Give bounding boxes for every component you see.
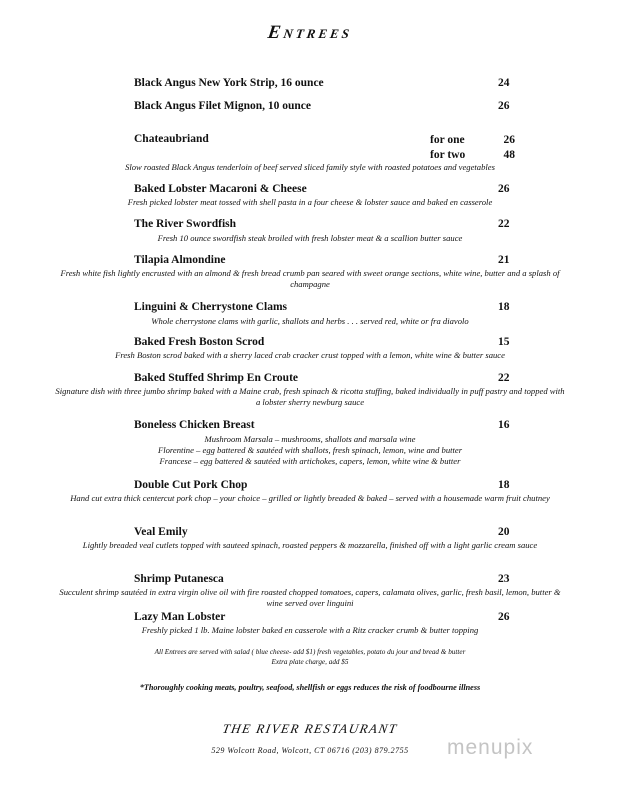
size-price: 48 xyxy=(503,149,515,161)
item-description: Fresh Boston scrod baked with a sherry laced crab cracker crust topped with a lemon, white wine & butter sauce xyxy=(115,350,505,360)
watermark: menupix xyxy=(447,736,534,759)
item-price: 18 xyxy=(498,479,510,491)
food-safety-warning: *Thoroughly cooking meats, poultry, seafood, shellfish or eggs reduces the risk of foodbourne illness xyxy=(139,683,481,692)
item-description: Fresh 10 ounce swordfish steak broiled with fresh lobster meat & a scallion butter sauce xyxy=(157,233,463,243)
item-name: Lazy Man Lobster xyxy=(134,611,226,623)
item-price: 24 xyxy=(498,77,510,89)
item-price: 23 xyxy=(498,573,510,585)
size-label: for two xyxy=(430,149,466,161)
item-option: Mushroom Marsala – mushrooms, shallots and marsala wine xyxy=(204,434,416,444)
item-name: Chateaubriand xyxy=(134,133,209,145)
item-description: Hand cut extra thick centercut pork chop – your choice – grilled or lightly breaded & baked – served with a housemade warm fruit chutney xyxy=(70,493,550,503)
item-price: 26 xyxy=(498,611,510,623)
serving-note: All Entrees are served with salad ( blue cheese- add $1) fresh vegetables, potato du jour and bread & butter xyxy=(154,648,466,656)
item-description: Freshly picked 1 lb. Maine lobster baked en casserole with a Ritz cracker crumb & butter topping xyxy=(141,625,479,635)
size-label: for one xyxy=(430,134,465,146)
item-name: Veal Emily xyxy=(134,526,188,538)
item-name: Black Angus New York Strip, 16 ounce xyxy=(134,77,324,89)
item-description: Fresh white fish lightly encrusted with an almond & fresh bread crumb pan seared with sweet orange sections, white wine, butter and a splash of champagne xyxy=(60,268,560,289)
page-title: Entrees xyxy=(266,22,354,43)
restaurant-address: 529 Wolcott Road, Wolcott, CT 06716 (203) 879.2755 xyxy=(211,746,409,755)
item-price: 18 xyxy=(498,301,510,313)
item-name: Double Cut Pork Chop xyxy=(134,479,248,491)
item-name: Baked Stuffed Shrimp En Croute xyxy=(134,372,299,384)
item-price: 20 xyxy=(498,526,510,538)
item-description: Slow roasted Black Angus tenderloin of beef served sliced family style with roasted potatoes and vegetables xyxy=(125,162,495,172)
item-description: Signature dish with three jumbo shrimp baked with a Maine crab, fresh spinach & ricotta stuffing, baked individually in puff pastry and topped with a lobster sherry newburg sauce xyxy=(55,386,565,407)
item-price: 26 xyxy=(498,183,510,195)
item-name: Boneless Chicken Breast xyxy=(134,419,255,431)
item-option: Francese – egg battered & sautéed with artichokes, capers, lemon, white wine & butter xyxy=(159,456,461,466)
item-name: Baked Fresh Boston Scrod xyxy=(134,336,265,348)
item-name: Black Angus Filet Mignon, 10 ounce xyxy=(134,100,311,112)
item-price: 16 xyxy=(498,419,510,431)
item-name: Baked Lobster Macaroni & Cheese xyxy=(134,183,307,195)
item-price: 21 xyxy=(498,254,510,266)
item-name: The River Swordfish xyxy=(134,218,237,230)
item-description: Lightly breaded veal cutlets topped with sauteed spinach, roasted peppers & mozzarella, finished off with a light garlic cream sauce xyxy=(82,540,538,550)
item-name: Tilapia Almondine xyxy=(134,254,226,266)
item-price: 26 xyxy=(498,100,510,112)
item-name: Linguini & Cherrystone Clams xyxy=(134,301,288,313)
item-price: 22 xyxy=(498,372,510,384)
item-name: Shrimp Putanesca xyxy=(134,573,224,585)
size-price: 26 xyxy=(503,134,515,146)
item-description: Whole cherrystone clams with garlic, shallots and herbs . . . served red, white or fra diavolo xyxy=(151,316,469,326)
item-description: Succulent shrimp sautéed in extra virgin olive oil with fire roasted chopped tomatoes, capers, calamata olives, garlic, fresh basil, lemon, butter & wine served over linguini xyxy=(59,587,561,608)
size-options xyxy=(430,133,515,163)
item-description: Fresh picked lobster meat tossed with shell pasta in a four cheese & lobster sauce and baked en casserole xyxy=(127,197,493,207)
restaurant-name: THE RIVER RESTAURANT xyxy=(221,721,399,736)
item-price: 15 xyxy=(498,336,510,348)
item-price: 22 xyxy=(498,218,510,230)
plate-charge-note: Extra plate charge, add $5 xyxy=(271,658,349,666)
item-option: Florentine – egg battered & sautéed with shallots, fresh spinach, lemon, wine and butter xyxy=(157,445,463,455)
